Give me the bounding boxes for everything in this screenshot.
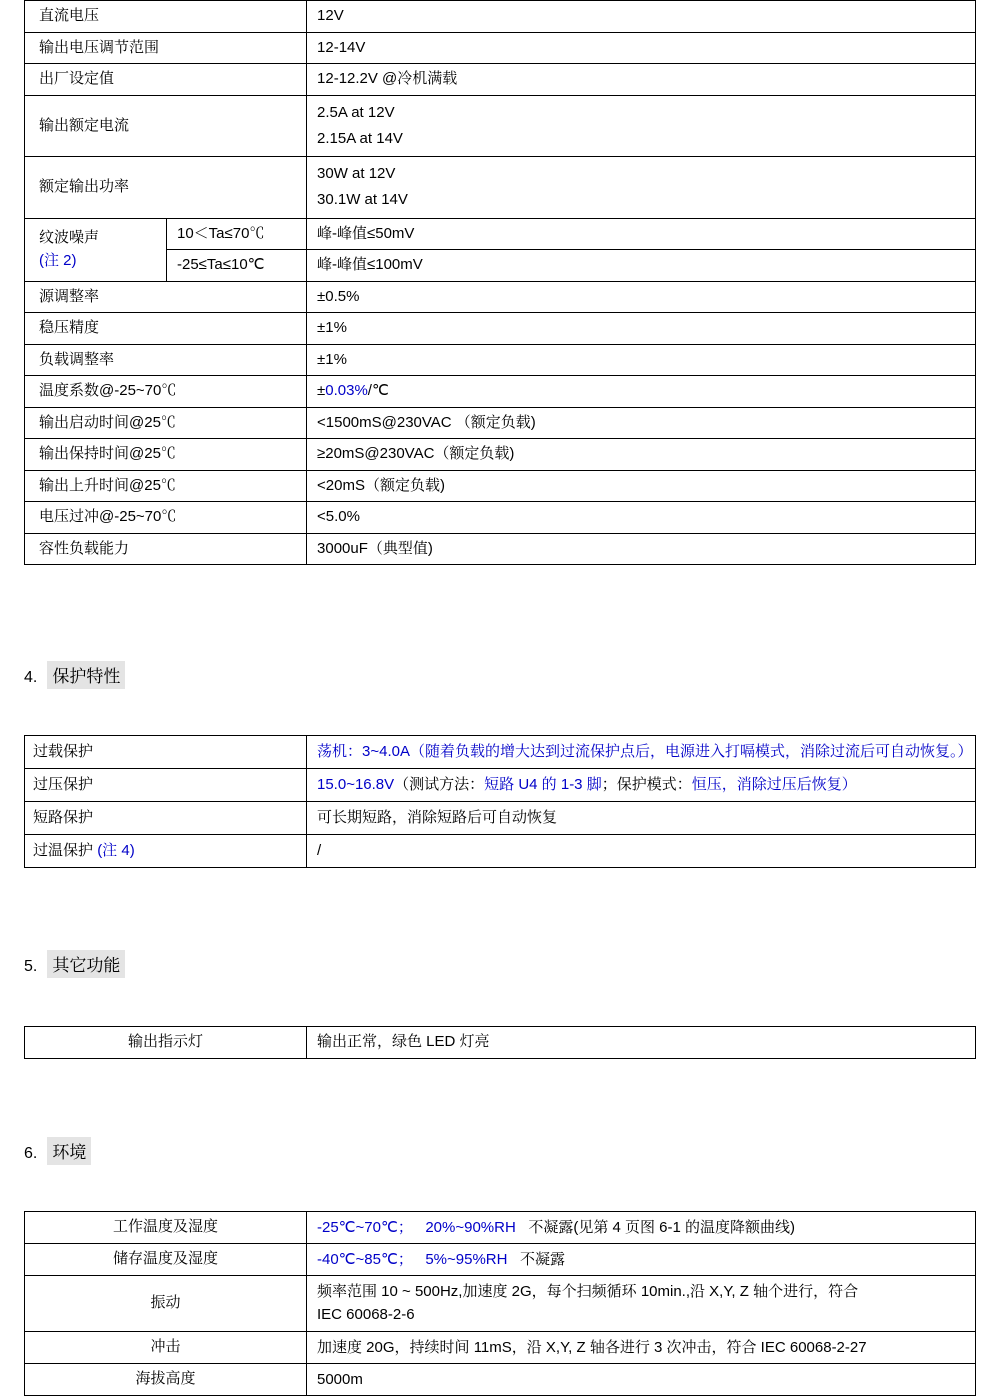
section-number: 5. <box>24 958 37 976</box>
table-row <box>25 769 976 802</box>
value-highlight: 20%~90%RH <box>425 1219 515 1236</box>
row-label: 过压保护 <box>25 769 307 802</box>
section-number: 4. <box>24 669 37 687</box>
row-label: 储存温度及湿度 <box>25 1243 307 1275</box>
row-value: ≥20mS@230VAC（额定负载) <box>307 439 976 471</box>
row-value <box>307 1276 976 1332</box>
table-row <box>25 1276 976 1332</box>
table-row <box>25 313 976 345</box>
row-label: 输出保持时间@25℃ <box>25 439 307 471</box>
ripple-value: 峰-峰值≤50mV <box>307 218 976 250</box>
ripple-value: 峰-峰值≤100mV <box>307 250 976 282</box>
value-highlight: 5%~95%RH <box>425 1251 507 1268</box>
row-label: 冲击 <box>25 1331 307 1363</box>
table-row-ripple <box>25 250 976 282</box>
section-heading-environment <box>24 1137 976 1165</box>
value-line: 2.15A at 14V <box>317 126 967 152</box>
value-highlight: 恒压，消除过压后恢复） <box>692 776 857 793</box>
row-label: 短路保护 <box>25 802 307 835</box>
row-label: 容性负载能力 <box>25 533 307 565</box>
row-value <box>307 769 976 802</box>
section-title: 其它功能 <box>47 950 125 978</box>
row-label: 输出启动时间@25℃ <box>25 407 307 439</box>
table-row <box>25 1331 976 1363</box>
table-row <box>25 533 976 565</box>
environment-table <box>24 1211 976 1396</box>
row-value: 5000m <box>307 1363 976 1395</box>
table-row <box>25 407 976 439</box>
table-row <box>25 32 976 64</box>
row-value: <1500mS@230VAC （额定负载) <box>307 407 976 439</box>
value-highlight: -25℃~70℃； <box>317 1219 413 1236</box>
row-value: 输出正常，绿色 LED 灯亮 <box>307 1027 976 1059</box>
row-value <box>307 157 976 219</box>
table-row <box>25 802 976 835</box>
table-row <box>25 344 976 376</box>
row-label: 输出上升时间@25℃ <box>25 470 307 502</box>
section-number: 6. <box>24 1145 37 1163</box>
row-value: ±0.5% <box>307 281 976 313</box>
row-label: 海拔高度 <box>25 1363 307 1395</box>
row-label: 出厂设定值 <box>25 64 307 96</box>
table-row <box>25 502 976 534</box>
value-highlight: 短路 U4 的 1-3 脚 <box>484 776 602 793</box>
row-label: 振动 <box>25 1276 307 1332</box>
ripple-label <box>25 218 167 281</box>
value-text: （测试方法： <box>394 776 484 793</box>
row-value: 3000uF（典型值) <box>307 533 976 565</box>
value-line: IEC 60068-2-6 <box>317 1303 967 1326</box>
row-value: / <box>307 835 976 868</box>
row-label: 源调整率 <box>25 281 307 313</box>
table-row <box>25 376 976 408</box>
table-row <box>25 281 976 313</box>
value-highlight: -40℃~85℃； <box>317 1251 413 1268</box>
electrical-characteristics-table <box>24 0 976 565</box>
table-row <box>25 1211 976 1243</box>
row-value: <5.0% <box>307 502 976 534</box>
table-row <box>25 835 976 868</box>
value-line: 频率范围 10 ~ 500Hz,加速度 2G，每个扫频循环 10min.,沿 X,Y, Z 轴个进行，符合 <box>317 1280 967 1303</box>
other-functions-table <box>24 1026 976 1059</box>
table-row <box>25 470 976 502</box>
value-suffix: /℃ <box>368 382 389 399</box>
row-value <box>307 376 976 408</box>
row-label <box>25 835 307 868</box>
row-label: 输出指示灯 <box>25 1027 307 1059</box>
ripple-condition: 10＜Ta≤70℃ <box>167 218 307 250</box>
value-prefix: ± <box>317 382 325 399</box>
ripple-note: (注 2) <box>39 250 158 273</box>
table-row <box>25 1363 976 1395</box>
value-line: 30W at 12V <box>317 161 967 187</box>
table-row <box>25 736 976 769</box>
value-line: 30.1W at 14V <box>317 187 967 213</box>
row-value: 12-14V <box>307 32 976 64</box>
row-value: 12V <box>307 1 976 33</box>
value-highlight: 0.03% <box>325 382 368 399</box>
table-row <box>25 95 976 157</box>
row-value: <20mS（额定负载) <box>307 470 976 502</box>
row-value <box>307 1211 976 1243</box>
section-heading-protection <box>24 661 976 689</box>
row-label: 电压过冲@-25~70℃ <box>25 502 307 534</box>
value-highlight: 15.0~16.8V <box>317 776 394 793</box>
table-row <box>25 1027 976 1059</box>
row-label: 工作温度及湿度 <box>25 1211 307 1243</box>
section-heading-other-functions <box>24 950 976 978</box>
ripple-condition: -25≤Ta≤10℃ <box>167 250 307 282</box>
row-label: 输出电压调节范围 <box>25 32 307 64</box>
row-label-text: 过温保护 <box>33 842 93 859</box>
table-row <box>25 1243 976 1275</box>
row-value: 加速度 20G，持续时间 11mS，沿 X,Y, Z 轴各进行 3 次冲击，符合 IEC 60068-2-27 <box>307 1331 976 1363</box>
row-value <box>307 95 976 157</box>
row-label: 过载保护 <box>25 736 307 769</box>
protection-table <box>24 735 976 868</box>
row-value: 12-12.2V @冷机满载 <box>307 64 976 96</box>
value-text: ；保护模式： <box>602 776 692 793</box>
row-label-note: (注 4) <box>97 842 135 859</box>
row-value <box>307 1243 976 1275</box>
section-title: 保护特性 <box>47 661 125 689</box>
row-value: ±1% <box>307 313 976 345</box>
table-row <box>25 157 976 219</box>
value-line: 2.5A at 12V <box>317 100 967 126</box>
row-label: 直流电压 <box>25 1 307 33</box>
table-row <box>25 1 976 33</box>
row-label: 稳压精度 <box>25 313 307 345</box>
value-text: 不凝露(见第 4 页图 6-1 的温度降额曲线) <box>528 1219 795 1236</box>
section-title: 环境 <box>47 1137 91 1165</box>
row-label: 输出额定电流 <box>25 95 307 157</box>
row-label: 负载调整率 <box>25 344 307 376</box>
row-label: 额定输出功率 <box>25 157 307 219</box>
ripple-label-text: 纹波噪声 <box>39 227 158 250</box>
table-row <box>25 439 976 471</box>
table-row <box>25 64 976 96</box>
table-row-ripple <box>25 218 976 250</box>
row-value: 可长期短路，消除短路后可自动恢复 <box>307 802 976 835</box>
row-value: ±1% <box>307 344 976 376</box>
value-text: 不凝露 <box>520 1251 565 1268</box>
row-value: 荡机：3~4.0A（随着负载的增大达到过流保护点后，电源进入打嗝模式，消除过流后可自动恢复。） <box>307 736 976 769</box>
row-label: 温度系数@-25~70℃ <box>25 376 307 408</box>
